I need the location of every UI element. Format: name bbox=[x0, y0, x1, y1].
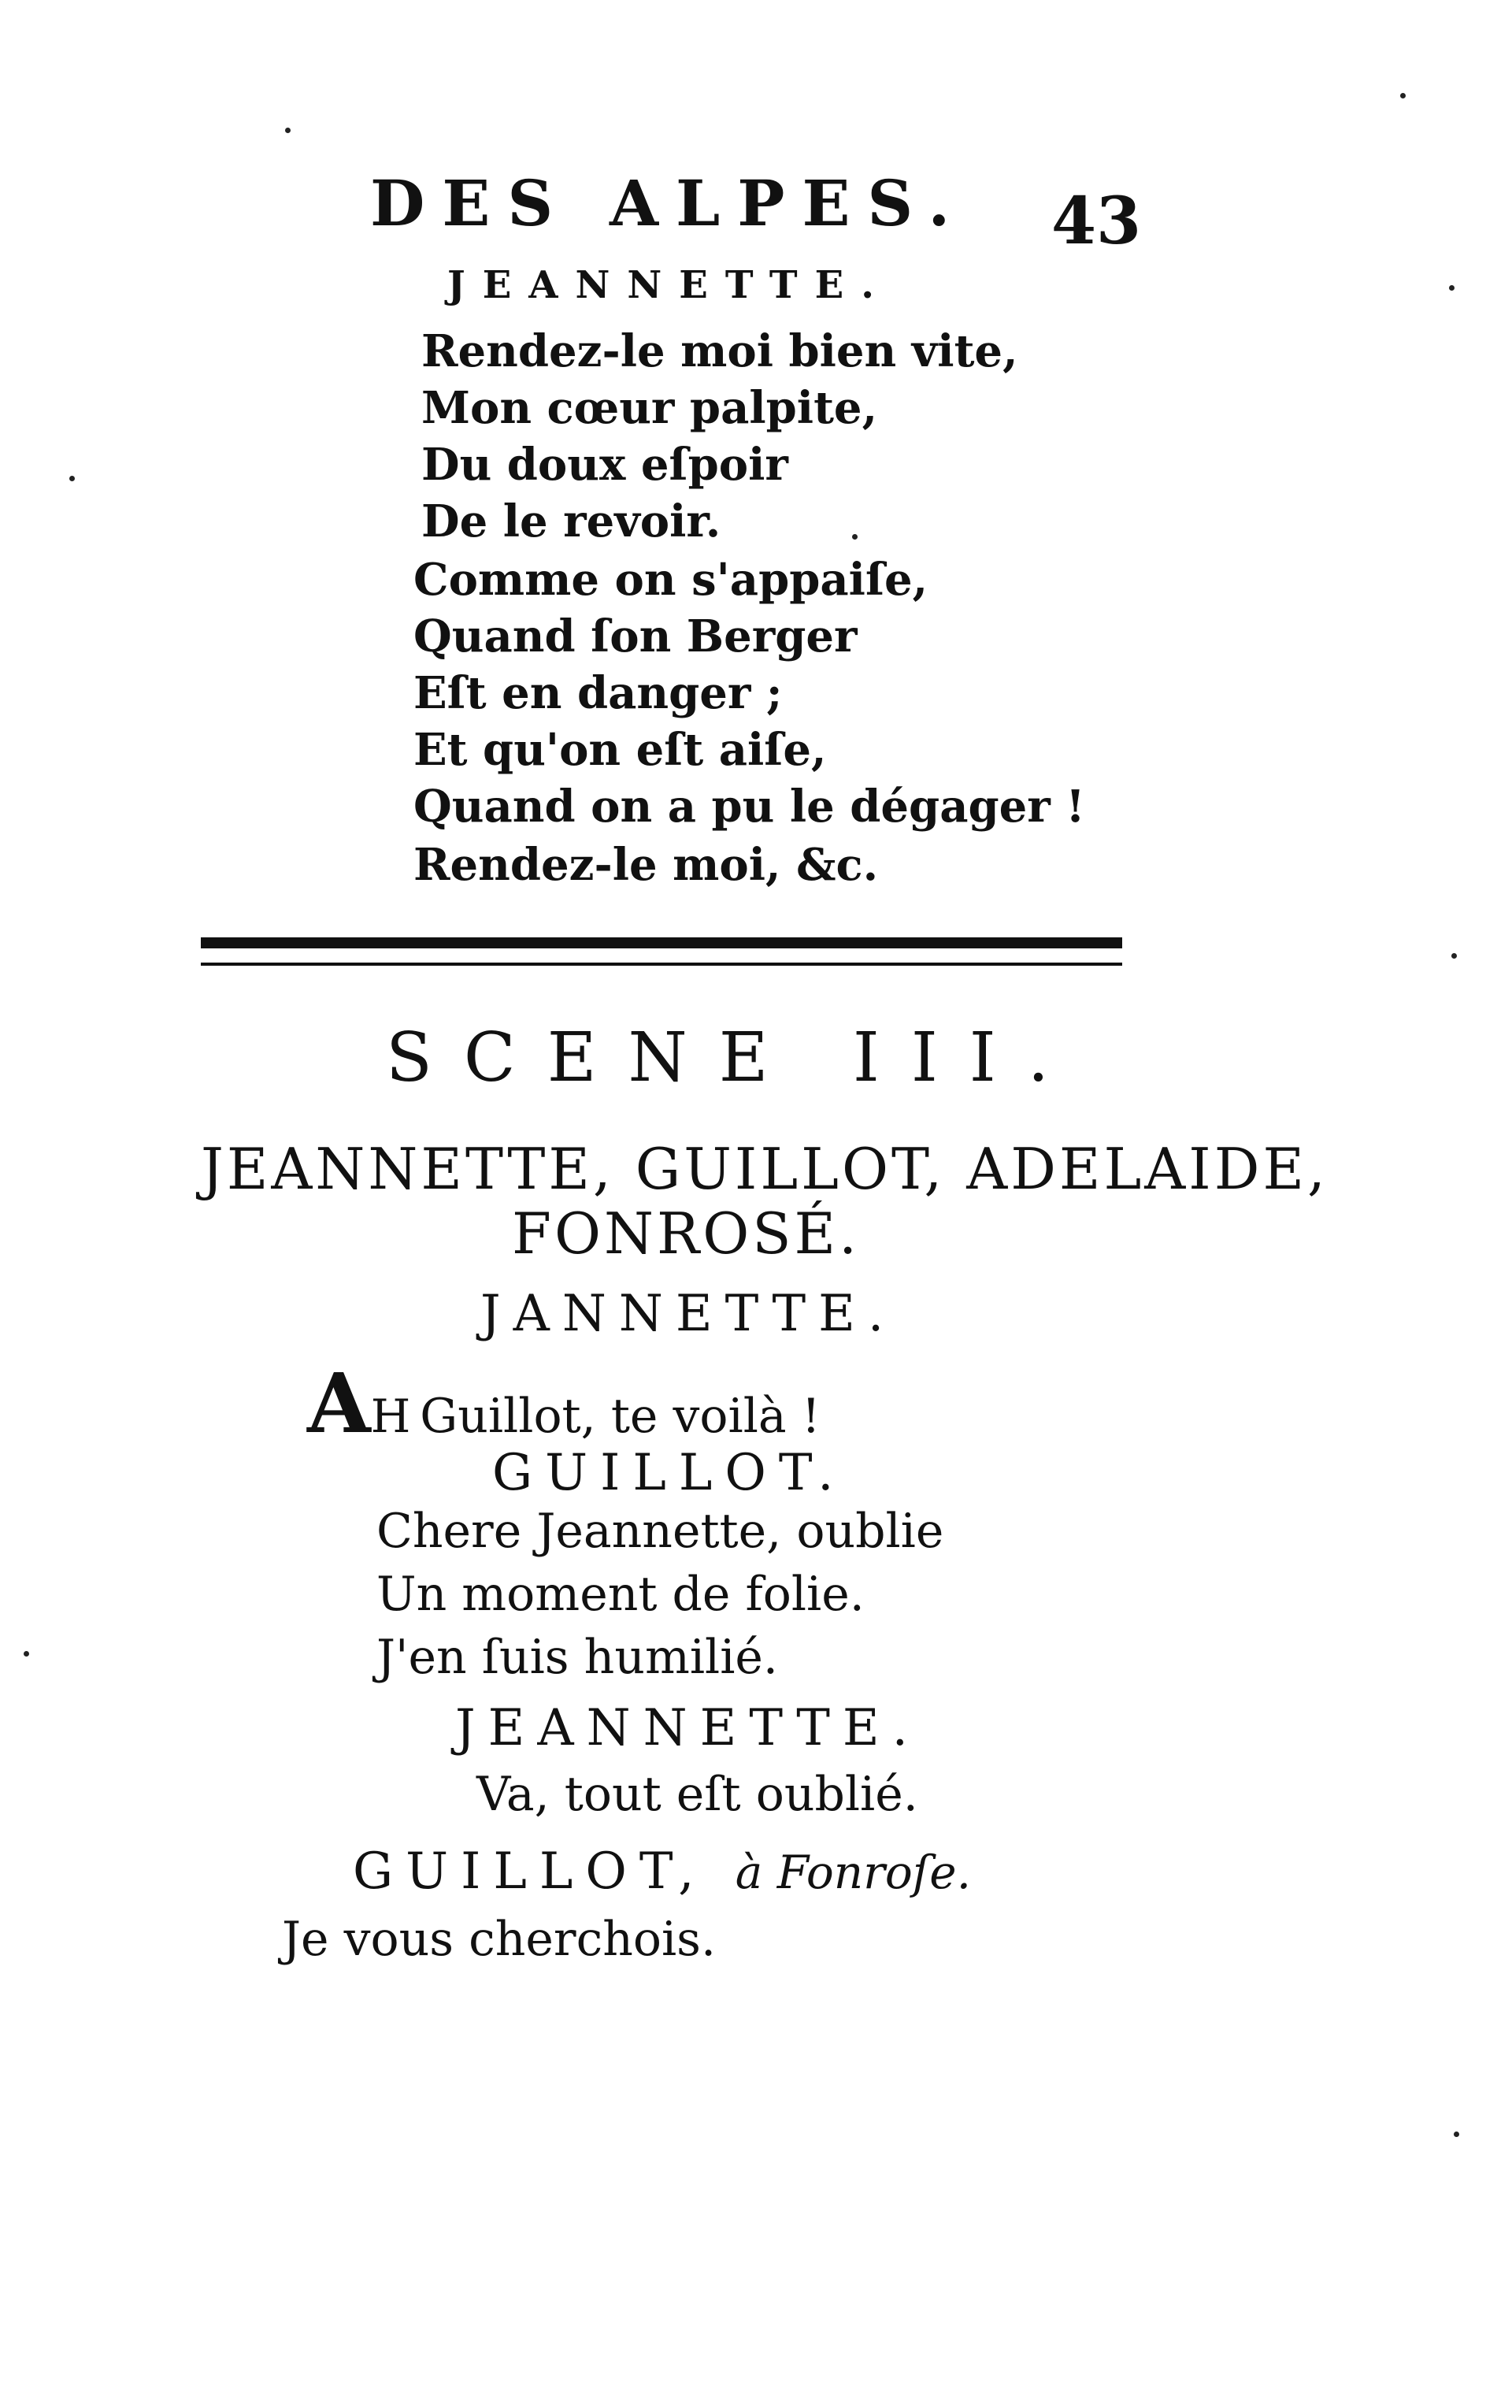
verse-line: Quand on a pu le dégager ! bbox=[413, 781, 1085, 833]
dialogue-line-opening bbox=[307, 1355, 821, 1452]
scan-speck bbox=[285, 128, 291, 133]
verse-line: Rendez-le moi bien vite, bbox=[421, 325, 1018, 377]
opening-line-text: Guillot, te voilà ! bbox=[420, 1389, 821, 1444]
verse-line: Rendez-le moi, &c. bbox=[413, 839, 879, 891]
scan-speck bbox=[24, 1651, 29, 1657]
divider-thick bbox=[201, 937, 1122, 948]
verse-line: Un moment de folie. bbox=[376, 1567, 865, 1622]
speaker-guillot: GUILLOT. bbox=[492, 1444, 847, 1502]
scan-speck bbox=[1454, 2132, 1459, 2137]
verse-line: Eſt en danger ; bbox=[413, 667, 783, 719]
verse-line: J'en ſuis humilié. bbox=[376, 1630, 778, 1685]
speaker-jeannette-2: JEANNETTE. bbox=[455, 1699, 921, 1757]
speaker-jeannette: JEANNETTE. bbox=[447, 263, 891, 307]
running-head: DES ALPES. bbox=[370, 166, 968, 240]
scan-speck bbox=[69, 476, 75, 481]
verse-line: Je vous cherchois. bbox=[282, 1912, 717, 1967]
scan-speck bbox=[852, 534, 858, 540]
verse-line: Mon cœur palpite, bbox=[421, 382, 878, 434]
verse-line: Chere Jeannette, oublie bbox=[376, 1504, 944, 1559]
drop-cap-continuation: H bbox=[370, 1390, 411, 1443]
verse-line: Va, tout eſt oublié. bbox=[476, 1767, 918, 1822]
drop-cap: A bbox=[307, 1355, 371, 1452]
verse-line: De le revoir. bbox=[421, 495, 721, 547]
scene-title: SCENE III. bbox=[386, 1018, 1081, 1097]
verse-line: Comme on s'appaiſe, bbox=[413, 554, 928, 606]
scan-speck bbox=[1449, 285, 1455, 291]
cast-list-line1: JEANNETTE, GUILLOT, ADELAIDE, bbox=[201, 1136, 1329, 1202]
speaker-jannette: JANNETTE. bbox=[480, 1285, 897, 1343]
divider-thin bbox=[201, 963, 1122, 966]
verse-line: Quand ſon Berger bbox=[413, 610, 858, 662]
stage-direction: à Fonroſe. bbox=[735, 1846, 972, 1899]
verse-line: Et qu'on eſt aiſe, bbox=[413, 724, 827, 776]
page-number: 43 bbox=[1051, 184, 1142, 259]
verse-line: Du doux eſpoir bbox=[421, 439, 788, 491]
speaker-guillot-2 bbox=[353, 1842, 972, 1901]
scan-speck bbox=[1400, 93, 1406, 98]
cast-list-line2: FONROSÉ. bbox=[512, 1200, 860, 1267]
scan-speck bbox=[1451, 953, 1457, 959]
speaker-name: GUILLOT, bbox=[353, 1842, 707, 1901]
